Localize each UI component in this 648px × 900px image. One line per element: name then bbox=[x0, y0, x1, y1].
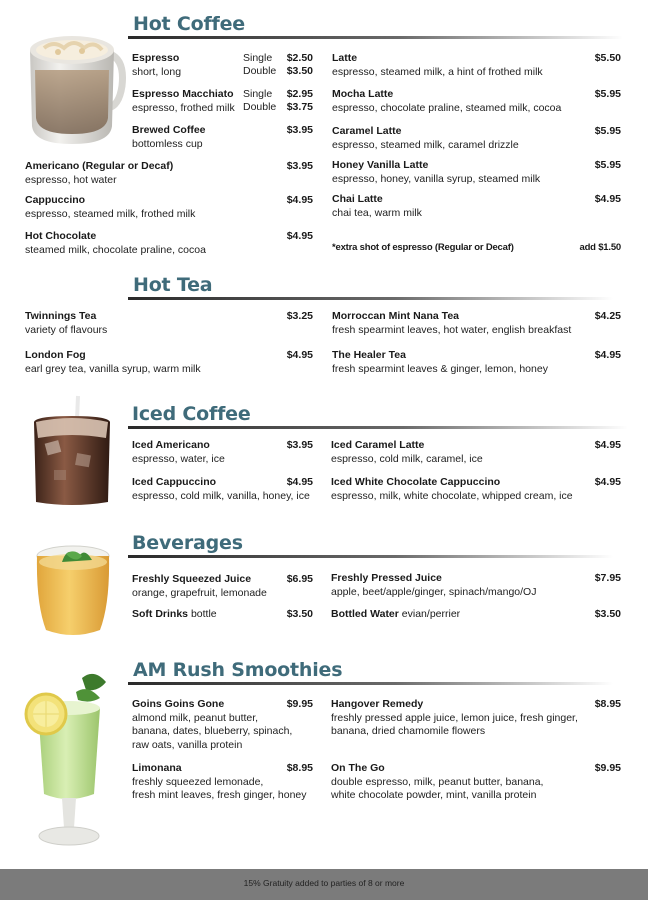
item-price: $3.50 bbox=[286, 608, 313, 620]
iced-coffee-glass-image bbox=[32, 394, 112, 508]
section-title-hot-tea: Hot Tea bbox=[133, 274, 213, 296]
menu-item bbox=[331, 572, 536, 599]
item-price: $3.95 bbox=[286, 124, 313, 136]
item-name: Hangover Remedy bbox=[331, 698, 424, 710]
item-name: Americano (Regular or Decaf) bbox=[25, 160, 174, 172]
section-title-beverages: Beverages bbox=[132, 532, 243, 554]
menu-item bbox=[331, 439, 483, 466]
section-title-hot-coffee: Hot Coffee bbox=[133, 13, 245, 35]
item-price: $5.95 bbox=[594, 159, 621, 171]
item-price: $9.95 bbox=[594, 762, 621, 774]
item-description: variety of flavours bbox=[25, 323, 108, 336]
menu-item bbox=[331, 476, 573, 503]
item-name: Soft Drinks bbox=[132, 608, 189, 620]
item-description: short, long bbox=[132, 65, 182, 78]
item-description: orange, grapefruit, lemonade bbox=[132, 586, 267, 599]
item-name: Freshly Pressed Juice bbox=[331, 572, 442, 584]
item-name: Freshly Squeezed Juice bbox=[132, 573, 252, 585]
item-price: $4.95 bbox=[594, 193, 621, 205]
menu-item bbox=[132, 88, 235, 115]
item-description: espresso, steamed milk, frothed milk bbox=[25, 207, 196, 220]
item-name: Espresso bbox=[132, 52, 180, 64]
extra-shot-note: *extra shot of espresso (Regular or Decaf) bbox=[332, 242, 514, 253]
item-description: espresso, honey, vanilla syrup, steamed milk bbox=[332, 172, 541, 185]
item-description: espresso, steamed milk, caramel drizzle bbox=[332, 138, 519, 151]
menu-item bbox=[132, 762, 307, 803]
item-price: $3.50 bbox=[594, 608, 621, 620]
menu-item bbox=[25, 194, 195, 221]
item-name: London Fog bbox=[25, 349, 86, 361]
item-name: Goins Goins Gone bbox=[132, 698, 225, 710]
item-price: $4.95 bbox=[286, 194, 313, 206]
item-description: bottomless cup bbox=[132, 137, 203, 150]
menu-item bbox=[332, 125, 519, 152]
menu-item bbox=[132, 52, 181, 79]
item-name: The Healer Tea bbox=[332, 349, 406, 361]
item-name: Iced White Chocolate Cappuccino bbox=[331, 476, 501, 488]
item-description: freshly squeezed lemonade, bbox=[132, 775, 264, 788]
item-description: apple, beet/apple/ginger, spinach/mango/OJ bbox=[331, 585, 537, 598]
item-price: $3.25 bbox=[286, 310, 313, 322]
extra-shot-price: add $1.50 bbox=[579, 242, 621, 253]
section-divider bbox=[128, 555, 613, 558]
menu-item bbox=[332, 310, 571, 337]
item-price: $9.95 bbox=[286, 698, 313, 710]
item-name: Twinnings Tea bbox=[25, 310, 97, 322]
item-price: $2.95 bbox=[286, 88, 313, 100]
menu-item bbox=[332, 349, 548, 376]
size-option: Double bbox=[243, 65, 277, 77]
item-name: Mocha Latte bbox=[332, 88, 394, 100]
footer-bar bbox=[0, 869, 648, 900]
item-price: $7.95 bbox=[594, 572, 621, 584]
item-description: freshly pressed apple juice, lemon juice, fresh ginger, bbox=[331, 711, 578, 724]
item-description: steamed milk, chocolate praline, cocoa bbox=[25, 243, 206, 256]
item-price: $4.25 bbox=[594, 310, 621, 322]
item-description: espresso, hot water bbox=[25, 173, 117, 186]
juice-glass-image bbox=[32, 534, 114, 642]
item-description: espresso, chocolate praline, steamed milk, cocoa bbox=[332, 101, 562, 114]
item-description: fresh spearmint leaves, hot water, english breakfast bbox=[332, 323, 572, 336]
item-name: Brewed Coffee bbox=[132, 124, 206, 136]
item-price: $3.50 bbox=[286, 65, 313, 77]
menu-item bbox=[132, 608, 217, 622]
item-price: $3.75 bbox=[286, 101, 313, 113]
size-option: Single bbox=[243, 52, 273, 64]
item-description: almond milk, peanut butter, bbox=[132, 711, 259, 724]
latte-cup-image bbox=[24, 26, 126, 150]
item-price: $3.95 bbox=[286, 160, 313, 172]
item-price: $5.50 bbox=[594, 52, 621, 64]
item-description: espresso, frothed milk bbox=[132, 101, 235, 114]
item-description: espresso, milk, white chocolate, whipped cream, ice bbox=[331, 489, 573, 502]
item-description: fresh spearmint leaves & ginger, lemon, honey bbox=[332, 362, 548, 375]
menu-item bbox=[332, 159, 540, 186]
item-name: Iced Americano bbox=[132, 439, 210, 451]
menu-item bbox=[25, 230, 206, 257]
menu-item bbox=[132, 124, 206, 151]
item-name: Caramel Latte bbox=[332, 125, 402, 137]
item-name: Iced Caramel Latte bbox=[331, 439, 425, 451]
item-price: $3.95 bbox=[286, 439, 313, 451]
item-description: raw oats, vanilla protein bbox=[132, 738, 243, 751]
item-description: chai tea, warm milk bbox=[332, 206, 422, 219]
size-option: Single bbox=[243, 88, 273, 100]
item-description: banana, dates, blueberry, spinach, bbox=[132, 725, 293, 737]
item-description: earl grey tea, vanilla syrup, warm milk bbox=[25, 362, 201, 375]
item-price: $4.95 bbox=[286, 349, 313, 361]
menu-item bbox=[332, 52, 543, 79]
item-price: $6.95 bbox=[286, 573, 313, 585]
gratuity-note: 15% Gratuity added to parties of 8 or more bbox=[243, 878, 405, 888]
section-divider bbox=[128, 426, 628, 429]
item-name: Limonana bbox=[132, 762, 182, 774]
menu-item bbox=[331, 698, 578, 739]
menu-item bbox=[25, 349, 201, 376]
item-name: Cappuccino bbox=[25, 194, 86, 206]
item-name: Latte bbox=[332, 52, 358, 64]
item-description: espresso, cold milk, vanilla, honey, ice bbox=[132, 489, 310, 502]
menu-item bbox=[331, 608, 460, 622]
item-name: Espresso Macchiato bbox=[132, 88, 234, 100]
menu-item bbox=[25, 310, 107, 337]
item-price: $5.95 bbox=[594, 88, 621, 100]
menu-item bbox=[331, 762, 543, 803]
size-option: Double bbox=[243, 101, 277, 113]
item-name: Morroccan Mint Nana Tea bbox=[332, 310, 459, 322]
menu-item bbox=[332, 88, 561, 115]
item-description: banana, dried chamomile flowers bbox=[331, 725, 486, 737]
item-name: Iced Cappuccino bbox=[132, 476, 217, 488]
item-price: $4.95 bbox=[286, 230, 313, 242]
item-name: Chai Latte bbox=[332, 193, 383, 205]
item-price: $4.95 bbox=[286, 476, 313, 488]
menu-item bbox=[332, 193, 422, 220]
item-description: evian/perrier bbox=[401, 608, 461, 620]
item-name: Bottled Water bbox=[331, 608, 399, 620]
item-description: double espresso, milk, peanut butter, banana, bbox=[331, 775, 544, 788]
item-price: $8.95 bbox=[286, 762, 313, 774]
item-description: espresso, water, ice bbox=[132, 452, 225, 465]
item-price: $5.95 bbox=[594, 125, 621, 137]
item-price: $8.95 bbox=[594, 698, 621, 710]
menu-item bbox=[132, 698, 292, 752]
item-description: bottle bbox=[190, 608, 217, 620]
section-divider bbox=[128, 682, 613, 685]
item-name: Hot Chocolate bbox=[25, 230, 97, 242]
item-name: On The Go bbox=[331, 762, 385, 774]
section-title-smoothies: AM Rush Smoothies bbox=[133, 659, 343, 681]
item-description: fresh mint leaves, fresh ginger, honey bbox=[132, 789, 307, 801]
item-price: $4.95 bbox=[594, 349, 621, 361]
item-price: $2.50 bbox=[286, 52, 313, 64]
menu-item bbox=[132, 476, 310, 503]
section-title-iced-coffee: Iced Coffee bbox=[132, 403, 251, 425]
item-price: $4.95 bbox=[594, 476, 621, 488]
menu-item bbox=[132, 573, 267, 600]
item-description: espresso, cold milk, caramel, ice bbox=[331, 452, 483, 465]
item-description: white chocolate powder, mint, vanilla protein bbox=[331, 789, 537, 801]
item-price: $4.95 bbox=[594, 439, 621, 451]
menu-item bbox=[132, 439, 225, 466]
item-description: espresso, steamed milk, a hint of frothed milk bbox=[332, 65, 543, 78]
item-name: Honey Vanilla Latte bbox=[332, 159, 429, 171]
smoothie-glass-image bbox=[22, 668, 114, 852]
section-divider bbox=[128, 36, 623, 39]
section-divider bbox=[128, 297, 613, 300]
menu-item bbox=[25, 160, 173, 187]
